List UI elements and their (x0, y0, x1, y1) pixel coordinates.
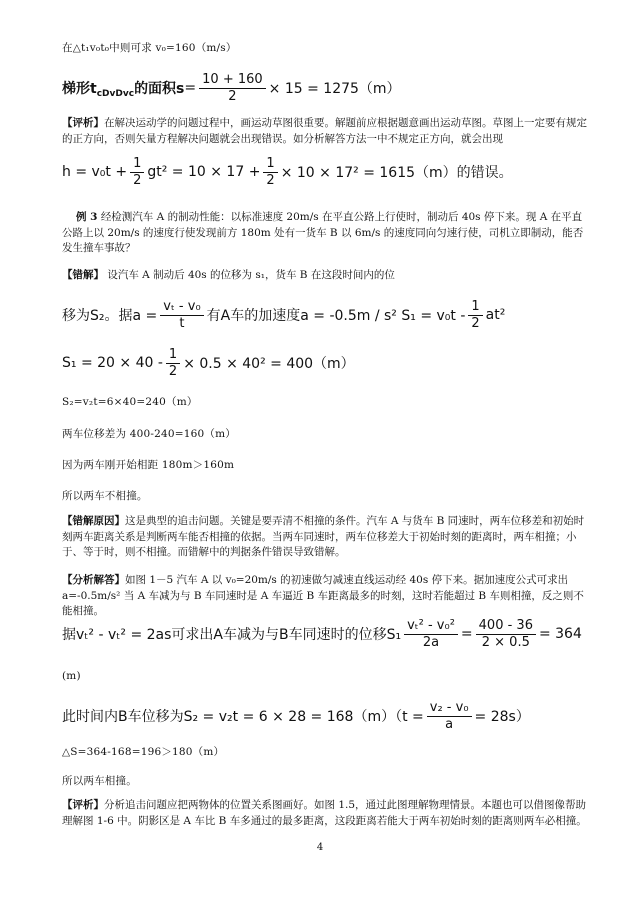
s2-line: S₂=v₂t=6×40=240（m） (62, 396, 198, 408)
s1-formula: S₁ = 20 × 40 - $\frac{1}{2}$ × 0.5 × 40² = 400（m） (62, 346, 355, 379)
conclusion-collision: 所以两车相撞。 (62, 775, 137, 787)
distance-line: 因为两车刚开始相距 180m＞160m (62, 459, 235, 471)
b-displacement-formula: 此时间内B车位移为S₂ = v₂t = 6 × 28 = 168（m）（t = $\frac{\text{v₂ - v₀}}{a}$ = 28s） (62, 699, 530, 732)
error-height-formula: h = v₀t + $\frac{1}{2}$ gt² = 10 × 17 + $\frac{1}{2}$ × 10 × 17² = 1615（m）的错误。 (62, 155, 513, 188)
analysis-solution: 【分析解答】如图 1－5 汽车 A 以 v₀=20m/s 的初速做匀减速直线运动经 40s 停下来。据加速度公式可求出 a=-0.5m/s² 当 A 车减为与 B 车同速时是 A 车逼近 B 车距离最多的时刻，这时若能超过 B 车则相撞，反之则不能相撞。 (62, 574, 584, 617)
error-reason: 【错解原因】这是典型的追击问题。关键是要弄清不相撞的条件。汽车 A 与货车 B 同速时，两车位移差和初始时刻两车距离关系是判断两车能否相撞的依据。当两车同速时，两车位移差大于初始时刻的距离时，两车相撞；小于、等于时，则不相撞。而错解中的判据条件错误导致错解。 (62, 515, 585, 558)
conclusion-no-collision: 所以两车不相撞。 (62, 490, 148, 502)
difference-line: 两车位移差为 400-240=160（m） (62, 428, 236, 440)
comment-paragraph-2: 【评析】分析追击问题应把两物体的位置关系图画好。如图 1.5，通过此图理解物理情景。本题也可以借图像帮助理解图 1-6 中。阴影区是 A 车比 B 车多通过的最多距离，这段距离若能大于两车初始时刻的距离则两车必相撞。 (62, 799, 587, 827)
line-v0: 在△t₁v₀t₀中则可求 v₀=160（m/s） (62, 42, 237, 54)
wrong-solution: 【错解】 设汽车 A 制动后 40s 的位移为 s₁，货车 B 在这段时间内的位 (62, 269, 395, 281)
unit-meter: (m) (62, 670, 81, 682)
page-number: 4 (316, 842, 324, 853)
trapezoid-area-formula: 梯形t cDvDvc 的面积s = $\frac{10 + 160}{2}$ × 15 = 1275（m） (62, 71, 401, 104)
accel-formula: 据vₜ² - vₜ² = 2as可求出A车减为与B车同速时的位移S₁ $\frac{\text{vₜ² - v₀²}}{2a}$ = $\frac{400 - 36}{2 \times 0.5}$ = 364 (62, 617, 582, 650)
delta-s-line: △S=364-168=196＞180（m） (62, 746, 225, 758)
move-formula: 移为S₂。据a = $\frac{\text{vₜ - v₀}}{t}$ 有A车的加速度a = -0.5m / s² S₁ = v₀t - $\frac{1}{2}$ at² (62, 298, 506, 331)
comment-paragraph-1: 【评析】在解决运动学的问题过程中，画运动草图很重要。解题前应根据题意画出运动草图。草图上一定要有规定的正方向，否则矢量方程解决问题就会出现错误。如分析解答方法一中不规定正方向，就会出现 (62, 117, 587, 145)
example-3: 例 3 经检测汽车 A 的制动性能：以标准速度 20m/s 在平直公路上行使时，制动后 40s 停下来。现 A 在平直公路上以 20m/s 的速度行使发现前方 180m 处有一货车 B 以 6m/s 的速度同向匀速行使，司机立即制动，能否发生撞车事故？ (62, 211, 584, 254)
